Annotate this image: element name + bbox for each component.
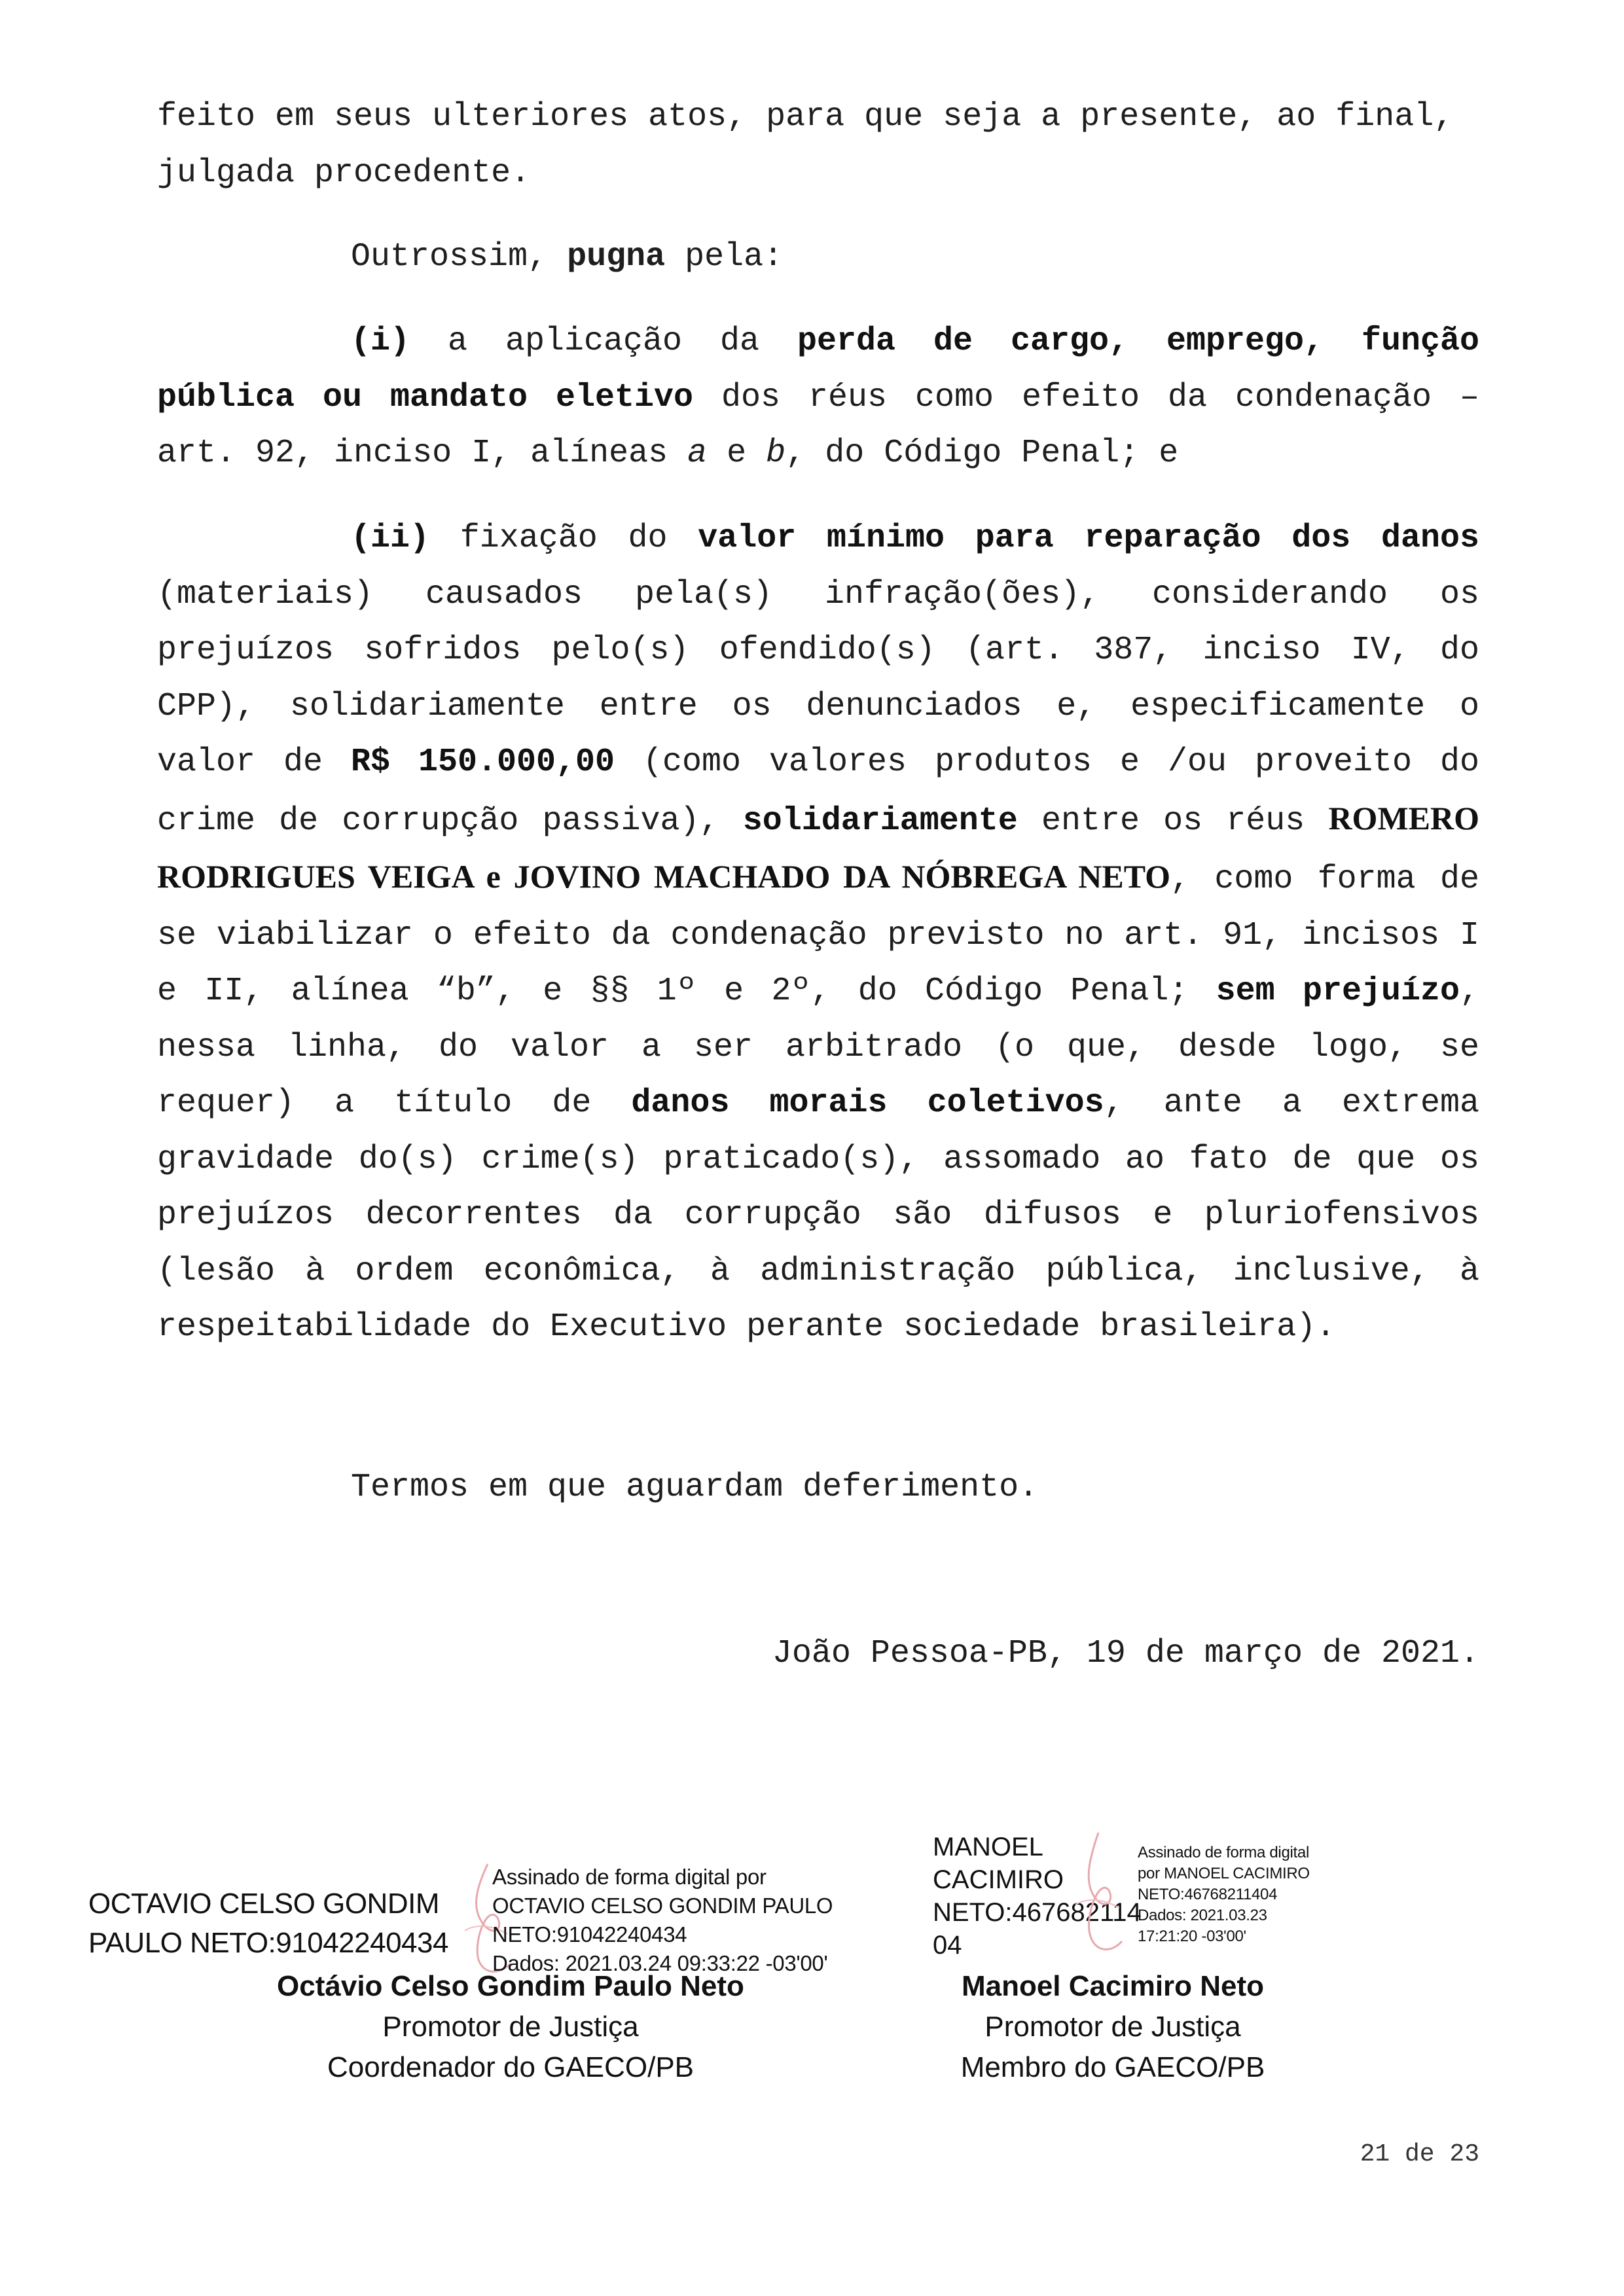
signature-stamp-line-1: Assinado de forma digital por — [492, 1865, 767, 1889]
paragraph-item-ii: (ii) fixação do valor mínimo para reparação dos danos (materiais) causados pela(s) infração(ões), considerando os prejuízos sofridos pelo(s) ofendido(s) (art. 387, inciso IV, do CPP), solidariamente entre os denunciados e, especificamente o valor de R$ 150.000,00 (como valores produtos e /ou proveito do crime de corrupção passiva), solidariamente entre os réus ROMERO RODRIGUES VEIGA e JOVINO MACHADO DA NÓBREGA NETO, como forma de se viabilizar o efeito da condenação previsto no art. 91, incisos I e II, alínea “b”, e §§ 1º e 2º, do Código Penal; sem prejuízo, nessa linha, do valor a ser arbitrado (o que, desde logo, se requer) a título de danos morais coletivos, ante a extrema gravidade do(s) crime(s) praticado(s), assomado ao fato de que os prejuízos decorrentes da corrupção são difusos e pluriofensivos (lesão à ordem econômica, à administração pública, inclusive, à respeitabilidade do Executivo perante sociedade brasileira). — [157, 520, 1479, 1346]
signature-stamp-line-2: OCTAVIO CELSO GONDIM PAULO — [492, 1893, 833, 1918]
signature-stamp-line-3: NETO:91042240434 — [492, 1922, 687, 1946]
certificate-right-line-2: CACIMIRO — [933, 1865, 1064, 1894]
certificate-right-line-1: MANOEL — [933, 1833, 1043, 1861]
place-date: João Pessoa-PB, 19 de março de 2021. — [772, 1635, 1479, 1672]
closing-request: Termos em que aguardam deferimento. — [351, 1469, 1039, 1506]
paragraph-continuation-line-1: feito em seus ulteriores atos, para que seja a presente, ao final, — [157, 98, 1454, 135]
digital-signature-mark-icon — [1066, 1826, 1131, 1964]
signatory-right-office: Membro do GAECO/PB — [960, 2051, 1265, 2083]
certificate-name-line-1: OCTAVIO CELSO GONDIM — [88, 1888, 439, 1920]
certificate-right-line-3: NETO:467682114 — [933, 1898, 1142, 1927]
signature-right-stamp-line-1: Assinado de forma digital — [1138, 1844, 1309, 1861]
signature-right-stamp-line-5: 17:21:20 -03'00' — [1138, 1928, 1246, 1945]
signatory-right-role: Promotor de Justiça — [984, 2011, 1241, 2043]
signatory-left-name: Octávio Celso Gondim Paulo Neto — [277, 1970, 744, 2002]
signatory-right-name: Manoel Cacimiro Neto — [961, 1970, 1265, 2002]
signatory-left-caption — [249, 1966, 772, 2088]
signature-right-stamp-line-2: por MANOEL CACIMIRO — [1138, 1865, 1310, 1882]
certificate-name-line-2: PAULO NETO:91042240434 — [88, 1927, 448, 1959]
paragraph-item-i: (i) a aplicação da perda de cargo, emprego, função pública ou mandato eletivo dos réus como efeito da condenação – art. 92, inciso I, alíneas a e b, do Código Penal; e — [157, 323, 1479, 472]
signatory-left-office: Coordenador do GAECO/PB — [327, 2051, 695, 2083]
paragraph-outrossim: Outrossim, pugna pela: — [351, 238, 784, 276]
signature-stamp-line-4: Dados: 2021.03.24 09:33:22 -03'00' — [492, 1951, 828, 1975]
certificate-right-line-4: 04 — [933, 1931, 962, 1960]
signatory-right-caption — [897, 1966, 1329, 2088]
signature-right-stamp-line-4: Dados: 2021.03.23 — [1138, 1907, 1267, 1924]
page-number: 21 de 23 — [1360, 2140, 1479, 2168]
signature-right-stamp-line-3: NETO:46768211404 — [1138, 1886, 1278, 1903]
signatory-left-role: Promotor de Justiça — [382, 2011, 639, 2043]
paragraph-continuation-line-2: julgada procedente. — [157, 154, 531, 192]
